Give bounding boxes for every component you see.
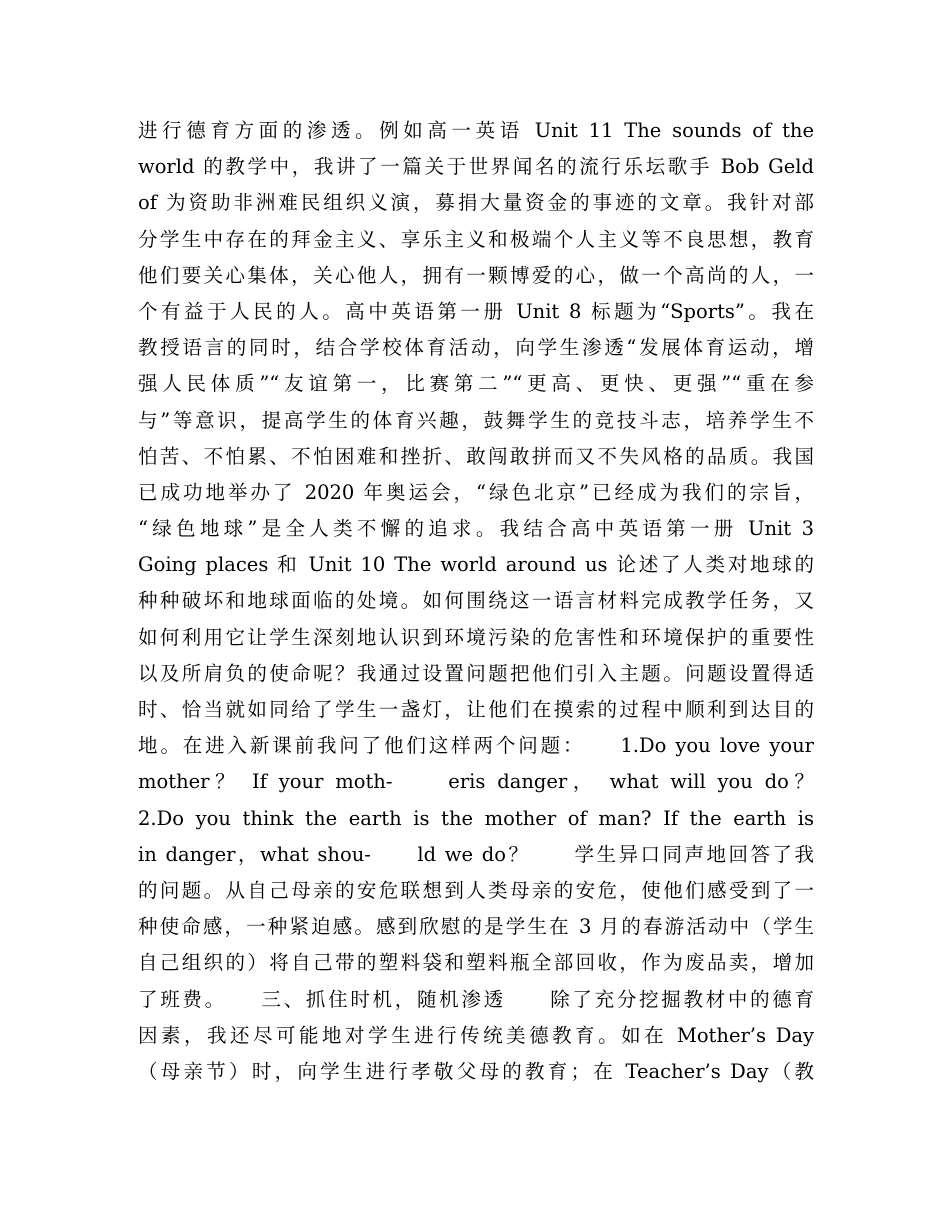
text-line: 强人民体质”“友谊第一，比赛第二”“更高、更快、更强”“重在参 bbox=[138, 372, 814, 396]
text-line: 因素，我还尽可能地对学生进行传统美德教育。如在 Mother’s Day bbox=[138, 1023, 814, 1047]
body-text bbox=[138, 113, 814, 1090]
text-line: 进行德育方面的渗透。例如高一英语 Unit 11 The sounds of the bbox=[138, 119, 814, 142]
text-line: “绿色地球”是全人类不懈的追求。我结合高中英语第一册 Unit 3 bbox=[138, 517, 814, 541]
text-line: mother？ If your moth- eris danger， what will you do？ bbox=[138, 770, 814, 794]
text-line: 他们要关心集体，关心他人，拥有一颗博爱的心，做一个高尚的人，一 bbox=[138, 263, 814, 287]
text-line: 与”等意识，提高学生的体育兴趣，鼓舞学生的竞技斗志，培养学生不 bbox=[138, 408, 814, 432]
text-line: 以及所肩负的使命呢？我通过设置问题把他们引入主题。问题设置得适 bbox=[138, 661, 814, 685]
text-line: 已成功地举办了 2020 年奥运会，“绿色北京”已经成为我们的宗旨， bbox=[138, 480, 814, 504]
text-line: 地。在进入新课前我问了他们这样两个问题： 1.Do you love your bbox=[138, 734, 814, 758]
text-line: 了班费。 三、抓住时机，随机渗透 除了充分挖掘教材中的德育 bbox=[138, 987, 814, 1011]
text-line: 怕苦、不怕累、不怕困难和挫折、敢闯敢拼而又不失风格的品质。我国 bbox=[138, 444, 814, 468]
text-line: 时、恰当就如同给了学生一盏灯，让他们在摸索的过程中顺利到达目的 bbox=[138, 698, 814, 721]
text-line: （母亲节）时，向学生进行孝敬父母的教育；在 Teacher’s Day（教 bbox=[138, 1059, 814, 1083]
text-line: 的问题。从自己母亲的安危联想到人类母亲的安危，使他们感受到了一 bbox=[138, 878, 814, 902]
text-line: Going places 和 Unit 10 The world around us 论述了人类对地球的 bbox=[138, 553, 814, 577]
text-line: world 的教学中，我讲了一篇关于世界闻名的流行乐坛歌手 Bob Geld bbox=[138, 155, 814, 179]
text-line: 2.Do you think the earth is the mother of man? If the earth is bbox=[138, 806, 814, 830]
text-line: 个有益于人民的人。高中英语第一册 Unit 8 标题为“Sports”。我在 bbox=[138, 299, 814, 323]
text-line: 如何利用它让学生深刻地认识到环境污染的危害性和环境保护的重要性 bbox=[138, 625, 814, 649]
text-line: of 为资助非洲难民组织义演，募捐大量资金的事迹的文章。我针对部 bbox=[138, 191, 814, 215]
text-line: 种使命感，一种紧迫感。感到欣慰的是学生在 3 月的春游活动中（学生 bbox=[138, 915, 814, 939]
text-line: in danger，what shou- ld we do？ 学生异口同声地回答了我 bbox=[138, 842, 814, 866]
text-line: 分学生中存在的拜金主义、享乐主义和极端个人主义等不良思想，教育 bbox=[138, 227, 814, 251]
text-line: 种种破坏和地球面临的处境。如何围绕这一语言材料完成教学任务，又 bbox=[138, 589, 814, 613]
text-line: 教授语言的同时，结合学校体育活动，向学生渗透“发展体育运动，增 bbox=[138, 336, 814, 360]
text-line: 自己组织的）将自己带的塑料袋和塑料瓶全部回收，作为废品卖，增加 bbox=[138, 951, 814, 975]
